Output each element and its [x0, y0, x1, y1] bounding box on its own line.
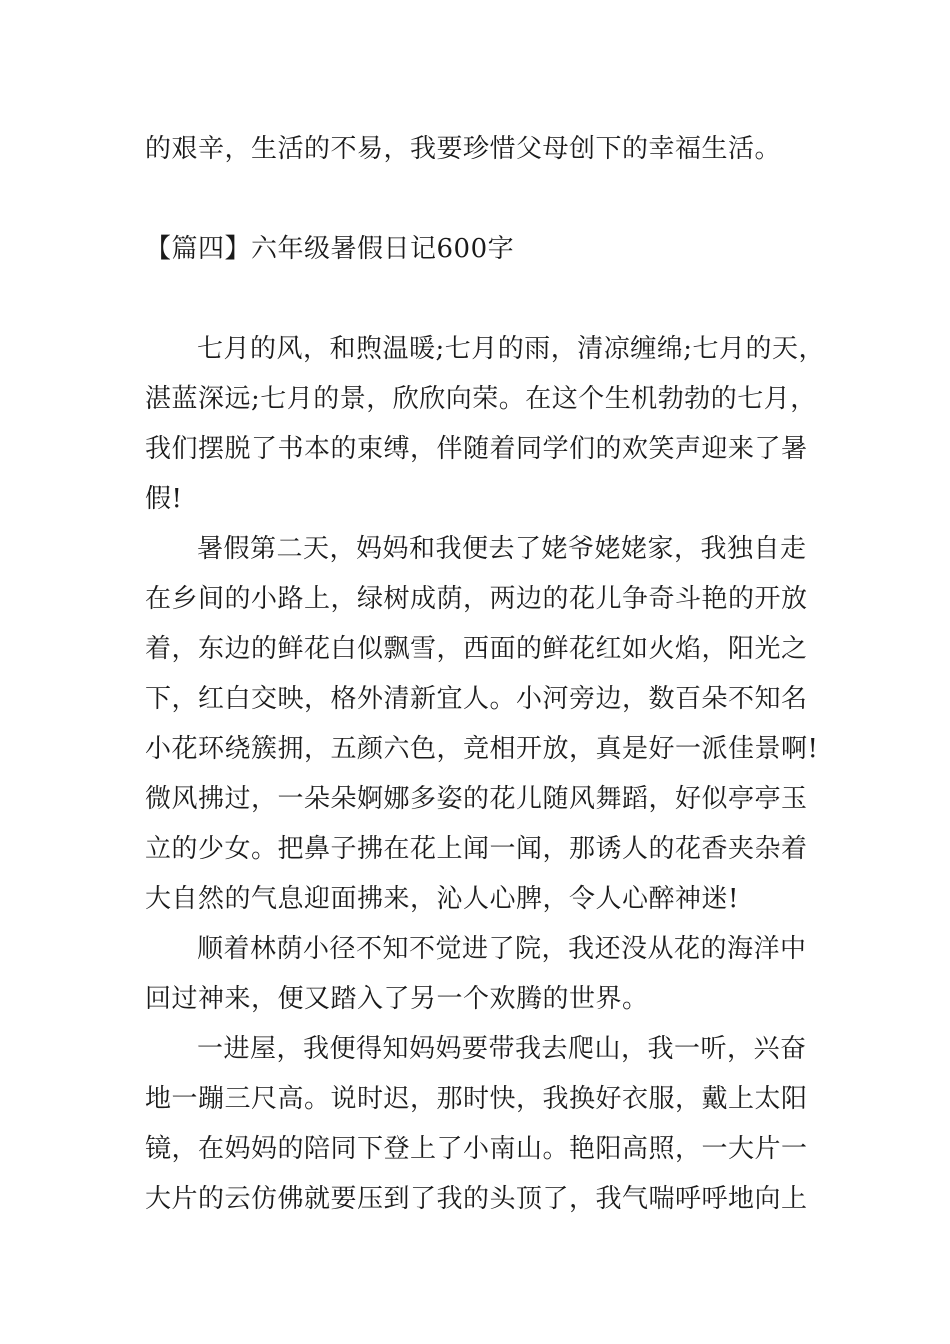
section-heading: 【篇四】六年级暑假日记600字: [145, 234, 515, 264]
paragraph-line: 顺着林荫小径不知不觉进了院，我还没从花的海洋中: [197, 934, 807, 964]
paragraph-line: 回过神来，便又踏入了另一个欢腾的世界。: [145, 984, 649, 1014]
paragraph-line: 立的少女。把鼻子拂在花上闻一闻，那诱人的花香夹杂着: [145, 834, 808, 864]
paragraph-line: 微风拂过，一朵朵婀娜多姿的花儿随风舞蹈，好似亭亭玉: [145, 784, 808, 814]
paragraph-line: 假!: [145, 484, 183, 514]
paragraph-line: 镜，在妈妈的陪同下登上了小南山。艳阳高照，一大片一: [145, 1134, 808, 1164]
paragraph-line: 小花环绕簇拥，五颜六色，竞相开放，真是好一派佳景啊!: [145, 734, 819, 764]
paragraph-line: 七月的风，和煦温暖;七月的雨，清凉缠绵;七月的天，: [197, 334, 826, 364]
paragraph-line: 着，东边的鲜花白似飘雪，西面的鲜花红如火焰，阳光之: [145, 634, 808, 664]
paragraph-line: 下，红白交映，格外清新宜人。小河旁边，数百朵不知名: [145, 684, 808, 714]
paragraph-line: 暑假第二天，妈妈和我便去了姥爷姥姥家，我独自走: [197, 534, 807, 564]
paragraph-line: 地一蹦三尺高。说时迟，那时快，我换好衣服，戴上太阳: [145, 1084, 808, 1114]
paragraph-line: 在乡间的小路上，绿树成荫，两边的花儿争奇斗艳的开放: [145, 584, 808, 614]
paragraph-line: 大自然的气息迎面拂来，沁人心脾，令人心醉神迷!: [145, 884, 739, 914]
continuation-line: 的艰辛，生活的不易，我要珍惜父母创下的幸福生活。: [145, 134, 782, 164]
paragraph-line: 大片的云仿佛就要压到了我的头顶了，我气喘呼呼地向上: [145, 1184, 808, 1214]
paragraph-line: 我们摆脱了书本的束缚，伴随着同学们的欢笑声迎来了暑: [145, 434, 808, 464]
paragraph-line: 湛蓝深远;七月的景，欣欣向荣。在这个生机勃勃的七月，: [145, 384, 817, 414]
paragraph-line: 一进屋，我便得知妈妈要带我去爬山，我一听，兴奋: [197, 1034, 807, 1064]
